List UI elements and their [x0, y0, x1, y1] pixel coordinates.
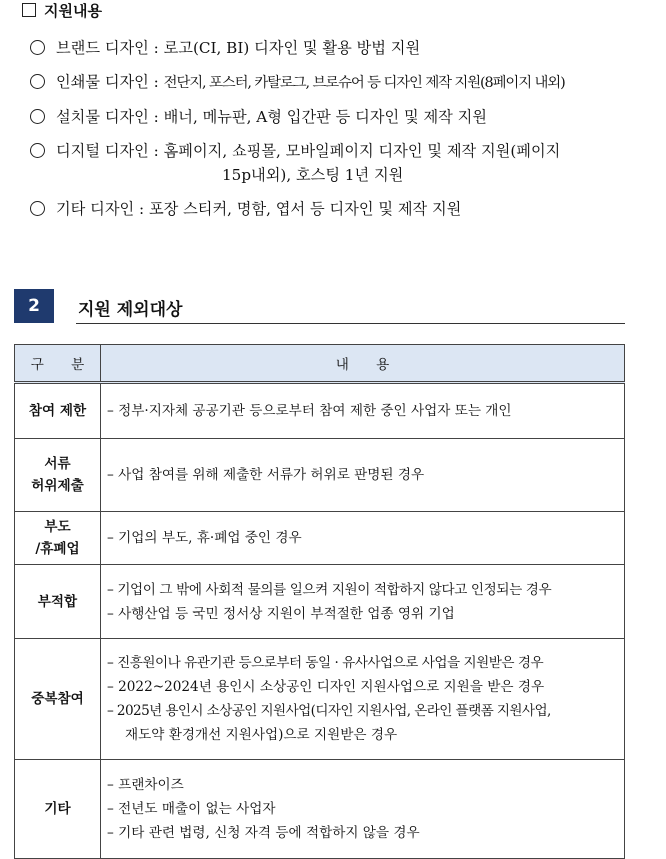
support-item-label: 설치물 디자인: [56, 108, 149, 126]
support-list: [30, 36, 660, 231]
row-content: [101, 565, 625, 639]
category-text: /휴폐업: [35, 541, 80, 557]
circle-bullet-icon: [30, 40, 45, 55]
content-line: 재도약 환경개선 지원사업)으로 지원받은 경우: [125, 727, 398, 743]
table-row: [15, 760, 625, 859]
content-line: – 기업이 그 밖에 사회적 물의를 일으켜 지원이 적합하지 않다고 인정되는 경우: [107, 581, 552, 598]
category-text: 중복참여: [31, 691, 84, 707]
row-content: [101, 383, 625, 439]
category-text: 참여 제한: [28, 403, 87, 419]
section-title: 지원 제외대상: [78, 300, 183, 320]
support-item-desc: 로고(CI, BI) 디자인 및 활용 방법 지원: [163, 39, 421, 57]
row-category: [15, 565, 101, 639]
row-category: [15, 439, 101, 512]
support-item: 인쇄물 디자인 : 전단지, 포스터, 카탈로그, 브로슈어 등 디자인 제작 지원(8페이지 내외): [30, 70, 660, 95]
row-category: [15, 760, 101, 859]
content-line: – 2025년 용인시 소상공인 지원사업(디자인 지원사업, 온라인 플랫폼 지원사업,: [107, 703, 551, 719]
section-2-header: [14, 289, 624, 325]
content-line: – 프랜차이즈: [107, 777, 184, 793]
checkbox-square-icon: [22, 3, 36, 17]
support-heading-text: 지원내용: [44, 2, 102, 20]
row-category: [15, 383, 101, 439]
row-content: [101, 439, 625, 512]
table-row: [15, 639, 625, 760]
category-text: 부도: [44, 519, 71, 535]
table-row: [15, 383, 625, 439]
circle-bullet-icon: [30, 109, 45, 124]
content-line: – 진흥원이나 유관기관 등으로부터 동일 · 유사사업으로 사업을 지원받은 경우: [107, 655, 544, 671]
category-text: 기타: [44, 801, 71, 817]
support-item-desc: 홈페이지, 쇼핑몰, 모바일페이지 디자인 및 제작 지원(페이지: [163, 142, 561, 160]
content-line: – 정부·지자체 공공기관 등으로부터 참여 제한 중인 사업자 또는 개인: [107, 403, 512, 419]
table-row: [15, 512, 625, 565]
section-underline: [76, 323, 625, 324]
support-item-label: 브랜드 디자인: [56, 39, 149, 57]
content-line: – 사행산업 등 국민 정서상 지원이 부적절한 업종 영위 기업: [107, 605, 455, 622]
support-item-desc: 배너, 메뉴판, A형 입간판 등 디자인 및 제작 지원: [163, 108, 487, 126]
circle-bullet-icon: [30, 143, 45, 158]
row-content: [101, 639, 625, 760]
category-text: 허위제출: [31, 478, 84, 494]
content-line: – 2022~2024년 용인시 소상공인 디자인 지원사업으로 지원을 받은 경우: [107, 679, 545, 695]
table-row: [15, 439, 625, 512]
content-line: – 사업 참여를 위해 제출한 서류가 허위로 판명된 경우: [107, 467, 425, 483]
support-item: 설치물 디자인 : 배너, 메뉴판, A형 입간판 등 디자인 및 제작 지원: [30, 105, 660, 129]
row-category: [15, 512, 101, 565]
content-line: – 기업의 부도, 휴·폐업 중인 경우: [107, 530, 302, 546]
support-item-label: 디지털 디자인: [56, 142, 149, 160]
exclusion-table: [14, 344, 625, 859]
section-number-badge: 2: [14, 289, 54, 323]
header-category: 구 분: [15, 345, 101, 383]
row-content: [101, 760, 625, 859]
support-item: 디지털 디자인 : 홈페이지, 쇼핑몰, 모바일페이지 디자인 및 제작 지원(페이지 15p내외), 호스팅 1년 지원: [30, 139, 660, 187]
support-item-label: 기타 디자인: [56, 200, 135, 218]
support-item-desc: 포장 스티커, 명함, 엽서 등 디자인 및 제작 지원: [148, 200, 462, 218]
circle-bullet-icon: [30, 74, 45, 89]
support-item: 브랜드 디자인 : 로고(CI, BI) 디자인 및 활용 방법 지원: [30, 36, 660, 60]
row-content: [101, 512, 625, 565]
support-item-label: 인쇄물 디자인: [56, 73, 149, 91]
support-item-desc-continued: 15p내외), 호스팅 1년 지원: [222, 166, 404, 184]
category-text: 서류: [44, 456, 71, 472]
content-line: – 기타 관련 법령, 신청 자격 등에 적합하지 않을 경우: [107, 825, 420, 841]
row-category: [15, 639, 101, 760]
support-item-desc: 전단지, 포스터, 카탈로그, 브로슈어 등 디자인 제작 지원(8페이지 내외): [163, 75, 565, 91]
support-section-heading: [22, 0, 102, 21]
support-item: 기타 디자인 : 포장 스티커, 명함, 엽서 등 디자인 및 제작 지원: [30, 197, 660, 221]
table-row: [15, 565, 625, 639]
circle-bullet-icon: [30, 201, 45, 216]
header-content: 내 용: [101, 345, 625, 383]
table-header-row: [15, 345, 625, 383]
content-line: – 전년도 매출이 없는 사업자: [107, 801, 276, 817]
category-text: 부적합: [37, 593, 78, 610]
